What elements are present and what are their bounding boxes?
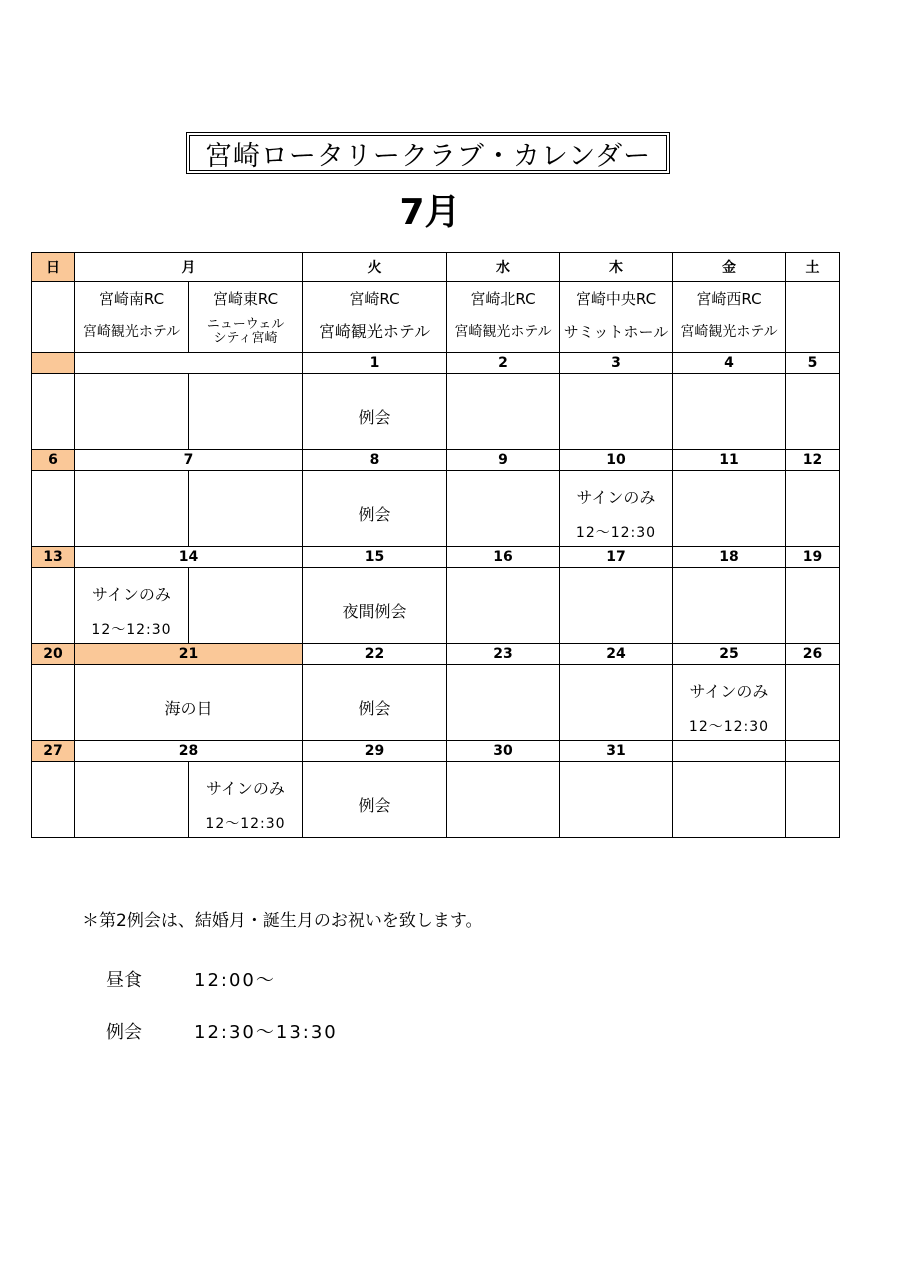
event-cell (189, 762, 303, 838)
event-text: 例会 (358, 505, 391, 524)
date-mon: 7 (75, 450, 303, 471)
schedule-lunch (106, 966, 276, 992)
date-mon: 14 (75, 547, 303, 568)
date-sun: 27 (32, 741, 75, 762)
date-wed: 9 (447, 450, 560, 471)
event-cell (303, 374, 447, 450)
event-cell (673, 471, 786, 547)
week-date-row (32, 741, 840, 762)
week-event-row (32, 665, 840, 741)
schedule-label: 昼食 (106, 970, 142, 991)
event-cell (189, 374, 303, 450)
club-cell (75, 282, 189, 353)
event-time: 12〜12:30 (91, 622, 172, 638)
event-text: 例会 (358, 796, 391, 815)
weekday-thu: 木 (560, 253, 673, 282)
date-fri: 18 (673, 547, 786, 568)
event-cell (189, 568, 303, 644)
date-sat (786, 741, 840, 762)
event-cell (75, 471, 189, 547)
schedule-meeting (106, 1018, 338, 1044)
club-cell (673, 282, 786, 353)
event-cell (75, 665, 303, 741)
event-cell (447, 665, 560, 741)
calendar-table (31, 252, 840, 838)
weekday-sat: 土 (786, 253, 840, 282)
event-text: サインのみ (576, 488, 656, 507)
week-event-row (32, 762, 840, 838)
event-cell (786, 568, 840, 644)
event-cell (32, 568, 75, 644)
club-empty-sun (32, 282, 75, 353)
event-cell (189, 471, 303, 547)
event-cell (32, 374, 75, 450)
club-venue: ニューウェル シティ宮崎 (206, 317, 285, 346)
club-name: 宮崎東RC (212, 290, 279, 308)
club-venue: 宮崎観光ホテル (680, 324, 778, 340)
club-name: 宮崎南RC (98, 290, 165, 308)
event-cell (75, 568, 189, 644)
date-sun: 6 (32, 450, 75, 471)
event-cell (303, 665, 447, 741)
event-cell (560, 568, 673, 644)
date-sat: 19 (786, 547, 840, 568)
date-thu: 17 (560, 547, 673, 568)
weekday-mon: 月 (75, 253, 303, 282)
event-text: 例会 (358, 699, 391, 718)
date-mon: 28 (75, 741, 303, 762)
event-cell (786, 665, 840, 741)
holiday-text: 海の日 (164, 699, 213, 718)
event-cell (560, 374, 673, 450)
date-wed: 2 (447, 353, 560, 374)
weekday-fri: 金 (673, 253, 786, 282)
event-text: 夜間例会 (342, 602, 407, 621)
event-cell (786, 471, 840, 547)
calendar-title: 宮崎ロータリークラブ・カレンダー (186, 132, 670, 174)
schedule-label: 例会 (106, 1022, 142, 1043)
date-tue: 1 (303, 353, 447, 374)
event-text: サインのみ (92, 585, 171, 604)
event-text: サインのみ (689, 682, 769, 701)
event-cell (786, 374, 840, 450)
club-venue: サミットホール (563, 323, 669, 341)
date-thu: 24 (560, 644, 673, 665)
club-name: 宮崎RC (349, 290, 400, 308)
event-cell (447, 762, 560, 838)
schedule-time: 12:30〜13:30 (194, 1022, 338, 1043)
event-text: サインのみ (206, 779, 285, 798)
event-cell (560, 762, 673, 838)
event-cell (447, 568, 560, 644)
date-sun (32, 353, 75, 374)
week-event-row (32, 471, 840, 547)
date-tue: 22 (303, 644, 447, 665)
weekday-tue: 火 (303, 253, 447, 282)
event-cell (303, 568, 447, 644)
club-cell (447, 282, 560, 353)
event-time: 12〜12:30 (205, 816, 286, 832)
club-venue: 宮崎観光ホテル (454, 324, 552, 340)
date-fri: 4 (673, 353, 786, 374)
event-cell (673, 374, 786, 450)
event-cell (303, 762, 447, 838)
date-fri: 25 (673, 644, 786, 665)
date-thu: 3 (560, 353, 673, 374)
club-row (32, 282, 840, 353)
week-date-row (32, 450, 840, 471)
weekday-header-row (32, 253, 840, 282)
date-fri: 11 (673, 450, 786, 471)
club-venue: 宮崎観光ホテル (318, 322, 431, 341)
club-name: 宮崎北RC (470, 290, 536, 308)
event-cell (447, 374, 560, 450)
date-sat: 12 (786, 450, 840, 471)
club-name: 宮崎中央RC (575, 290, 657, 308)
week-date-row (32, 353, 840, 374)
schedule-time: 12:00〜 (194, 970, 276, 991)
date-mon (75, 353, 303, 374)
club-name: 宮崎西RC (696, 290, 762, 308)
event-cell (673, 568, 786, 644)
week-date-row (32, 644, 840, 665)
event-time: 12〜12:30 (688, 719, 770, 735)
date-sun: 20 (32, 644, 75, 665)
event-cell (673, 665, 786, 741)
club-cell (303, 282, 447, 353)
date-thu: 31 (560, 741, 673, 762)
club-cell (560, 282, 673, 353)
date-sun: 13 (32, 547, 75, 568)
weekday-sun: 日 (32, 253, 75, 282)
date-thu: 10 (560, 450, 673, 471)
event-time: 12〜12:30 (575, 525, 657, 541)
week-event-row (32, 568, 840, 644)
date-mon-holiday: 21 (75, 644, 303, 665)
date-tue: 8 (303, 450, 447, 471)
weekday-wed: 水 (447, 253, 560, 282)
date-tue: 29 (303, 741, 447, 762)
event-cell (673, 762, 786, 838)
week-date-row (32, 547, 840, 568)
month-heading: 7月 (399, 192, 461, 233)
date-sat: 5 (786, 353, 840, 374)
event-cell (786, 762, 840, 838)
event-cell (32, 471, 75, 547)
event-cell (32, 762, 75, 838)
date-sat: 26 (786, 644, 840, 665)
event-cell (447, 471, 560, 547)
event-text: 例会 (358, 408, 391, 427)
date-wed: 30 (447, 741, 560, 762)
event-cell (32, 665, 75, 741)
club-empty-sat (786, 282, 840, 353)
week-event-row (32, 374, 840, 450)
event-cell (303, 471, 447, 547)
event-cell (75, 374, 189, 450)
event-cell (560, 471, 673, 547)
date-wed: 16 (447, 547, 560, 568)
date-tue: 15 (303, 547, 447, 568)
date-fri (673, 741, 786, 762)
club-venue: 宮崎観光ホテル (82, 324, 181, 340)
event-cell (560, 665, 673, 741)
footnote: ＊第2例会は、結婚月・誕生月のお祝いを致します。 (82, 911, 483, 931)
event-cell (75, 762, 189, 838)
club-cell (189, 282, 303, 353)
date-wed: 23 (447, 644, 560, 665)
